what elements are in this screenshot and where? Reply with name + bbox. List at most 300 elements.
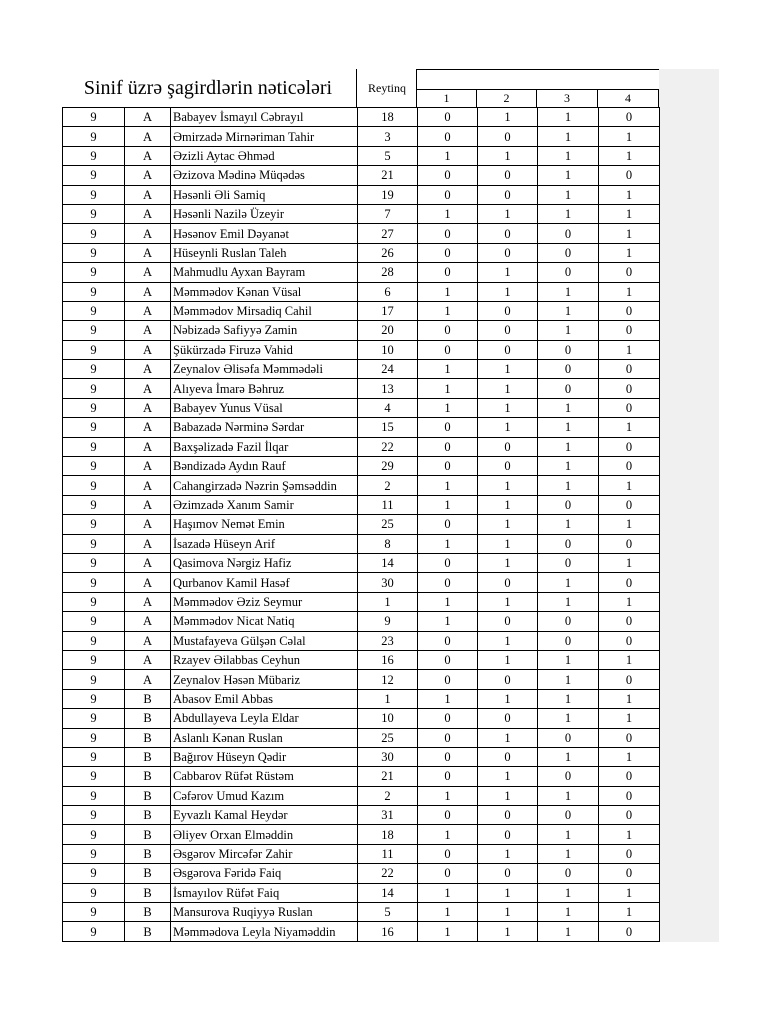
rating-cell: 1	[358, 592, 418, 611]
table-row	[63, 166, 660, 185]
question-3-score-cell: 1	[538, 301, 599, 320]
question-4-score-cell: 0	[599, 398, 660, 417]
rating-cell: 20	[358, 321, 418, 340]
grade-cell: 9	[63, 515, 125, 534]
student-name-cell: Cəfərov Umud Kazım	[171, 786, 358, 805]
rating-cell: 7	[358, 204, 418, 223]
grade-cell: 9	[63, 922, 125, 941]
student-name-cell: Aslanlı Kənan Ruslan	[171, 728, 358, 747]
question-1-score-cell: 0	[418, 457, 478, 476]
question-1-score-cell: 0	[418, 108, 478, 127]
grade-cell: 9	[63, 476, 125, 495]
grade-cell: 9	[63, 592, 125, 611]
student-name-cell: Mahmudlu Ayxan Bayram	[171, 263, 358, 282]
question-3-score-cell: 1	[538, 204, 599, 223]
question-header-4: 4	[597, 89, 659, 108]
section-cell: A	[125, 515, 171, 534]
question-1-score-cell: 0	[418, 670, 478, 689]
table-row	[63, 476, 660, 495]
question-1-score-cell: 0	[418, 573, 478, 592]
question-header-2: 2	[476, 89, 537, 108]
sheet-margin-area	[659, 69, 719, 942]
question-2-score-cell: 1	[478, 515, 538, 534]
rating-cell: 5	[358, 146, 418, 165]
section-cell: B	[125, 786, 171, 805]
question-3-score-cell: 0	[538, 767, 599, 786]
question-2-score-cell: 1	[478, 844, 538, 863]
student-name-cell: Qasimova Nərgiz Hafiz	[171, 553, 358, 572]
grade-cell: 9	[63, 786, 125, 805]
question-1-score-cell: 0	[418, 747, 478, 766]
question-3-score-cell: 1	[538, 127, 599, 146]
question-4-score-cell: 1	[599, 592, 660, 611]
question-4-score-cell: 0	[599, 786, 660, 805]
student-name-cell: Məmmədov Mirsadiq Cahil	[171, 301, 358, 320]
question-1-score-cell: 1	[418, 883, 478, 902]
question-4-score-cell: 0	[599, 457, 660, 476]
rating-cell: 1	[358, 689, 418, 708]
rating-cell: 28	[358, 263, 418, 282]
rating-cell: 3	[358, 127, 418, 146]
question-2-score-cell: 0	[478, 301, 538, 320]
grade-cell: 9	[63, 650, 125, 669]
question-1-score-cell: 1	[418, 360, 478, 379]
question-2-score-cell: 0	[478, 243, 538, 262]
question-3-score-cell: 1	[538, 592, 599, 611]
question-3-score-cell: 0	[538, 243, 599, 262]
rating-cell: 5	[358, 903, 418, 922]
rating-cell: 13	[358, 379, 418, 398]
grade-cell: 9	[63, 340, 125, 359]
student-name-cell: Cahangirzadə Nəzrin Şəmsəddin	[171, 476, 358, 495]
grade-cell: 9	[63, 631, 125, 650]
rating-cell: 2	[358, 476, 418, 495]
rating-cell: 17	[358, 301, 418, 320]
student-name-cell: Əzizli Aytac Əhməd	[171, 146, 358, 165]
student-name-cell: Abdullayeva Leyla Eldar	[171, 709, 358, 728]
question-1-score-cell: 0	[418, 553, 478, 572]
section-cell: B	[125, 864, 171, 883]
student-name-cell: Məmmədov Əziz Seymur	[171, 592, 358, 611]
section-cell: A	[125, 437, 171, 456]
question-4-score-cell: 0	[599, 360, 660, 379]
student-name-cell: Haşımov Nemət Emin	[171, 515, 358, 534]
question-3-score-cell: 0	[538, 864, 599, 883]
question-3-score-cell: 1	[538, 282, 599, 301]
student-name-cell: Babazadə Nərminə Sərdar	[171, 418, 358, 437]
section-cell: A	[125, 108, 171, 127]
section-cell: A	[125, 592, 171, 611]
grade-cell: 9	[63, 437, 125, 456]
question-1-score-cell: 0	[418, 340, 478, 359]
question-2-score-cell: 0	[478, 127, 538, 146]
grade-cell: 9	[63, 457, 125, 476]
grade-cell: 9	[63, 495, 125, 514]
question-4-score-cell: 1	[599, 282, 660, 301]
question-4-score-cell: 1	[599, 903, 660, 922]
table-row	[63, 709, 660, 728]
question-4-score-cell: 0	[599, 379, 660, 398]
question-3-score-cell: 0	[538, 534, 599, 553]
question-3-score-cell: 1	[538, 747, 599, 766]
question-4-score-cell: 0	[599, 166, 660, 185]
table-row	[63, 767, 660, 786]
question-4-score-cell: 1	[599, 243, 660, 262]
rating-cell: 25	[358, 728, 418, 747]
question-4-score-cell: 1	[599, 883, 660, 902]
table-row	[63, 437, 660, 456]
question-1-score-cell: 0	[418, 166, 478, 185]
question-1-score-cell: 0	[418, 844, 478, 863]
rating-cell: 2	[358, 786, 418, 805]
grade-cell: 9	[63, 185, 125, 204]
question-4-score-cell: 1	[599, 418, 660, 437]
section-cell: B	[125, 844, 171, 863]
rating-cell: 26	[358, 243, 418, 262]
student-name-cell: Həsənov Emil Dəyanət	[171, 224, 358, 243]
question-1-score-cell: 1	[418, 825, 478, 844]
grade-cell: 9	[63, 263, 125, 282]
grade-cell: 9	[63, 301, 125, 320]
section-cell: B	[125, 728, 171, 747]
question-4-score-cell: 0	[599, 922, 660, 941]
question-2-score-cell: 1	[478, 379, 538, 398]
rating-cell: 29	[358, 457, 418, 476]
student-name-cell: Əzimzadə Xanım Samir	[171, 495, 358, 514]
table-row	[63, 146, 660, 165]
table-row	[63, 612, 660, 631]
question-1-score-cell: 0	[418, 631, 478, 650]
question-1-score-cell: 0	[418, 806, 478, 825]
grade-cell: 9	[63, 321, 125, 340]
grade-cell: 9	[63, 282, 125, 301]
table-row	[63, 321, 660, 340]
rating-cell: 10	[358, 340, 418, 359]
rating-cell: 18	[358, 108, 418, 127]
question-2-score-cell: 1	[478, 689, 538, 708]
grade-cell: 9	[63, 573, 125, 592]
question-4-score-cell: 0	[599, 612, 660, 631]
section-cell: B	[125, 922, 171, 941]
question-3-score-cell: 1	[538, 515, 599, 534]
question-4-score-cell: 0	[599, 670, 660, 689]
question-3-score-cell: 1	[538, 476, 599, 495]
student-name-cell: İsmayılov Rüfət Faiq	[171, 883, 358, 902]
section-cell: A	[125, 573, 171, 592]
section-cell: A	[125, 127, 171, 146]
student-name-cell: Zeynalov Həsən Mübariz	[171, 670, 358, 689]
grade-cell: 9	[63, 864, 125, 883]
question-2-score-cell: 1	[478, 476, 538, 495]
question-3-score-cell: 0	[538, 631, 599, 650]
rating-column-header: Reytinq	[368, 81, 406, 95]
question-3-score-cell: 0	[538, 360, 599, 379]
grade-cell: 9	[63, 553, 125, 572]
table-row	[63, 922, 660, 941]
table-row	[63, 457, 660, 476]
table-row	[63, 728, 660, 747]
table-row	[63, 689, 660, 708]
table-row	[63, 786, 660, 805]
table-row	[63, 553, 660, 572]
section-cell: A	[125, 534, 171, 553]
question-3-score-cell: 1	[538, 689, 599, 708]
question-1-score-cell: 0	[418, 864, 478, 883]
grade-cell: 9	[63, 767, 125, 786]
student-name-cell: Əmirzadə Mirnəriman Tahir	[171, 127, 358, 146]
section-cell: A	[125, 495, 171, 514]
rating-cell: 25	[358, 515, 418, 534]
question-4-score-cell: 0	[599, 321, 660, 340]
rating-cell: 11	[358, 495, 418, 514]
rating-cell: 30	[358, 747, 418, 766]
question-3-score-cell: 0	[538, 612, 599, 631]
question-1-score-cell: 1	[418, 786, 478, 805]
section-cell: B	[125, 709, 171, 728]
question-1-score-cell: 0	[418, 224, 478, 243]
question-2-score-cell: 1	[478, 263, 538, 282]
section-cell: B	[125, 767, 171, 786]
section-cell: A	[125, 476, 171, 495]
student-name-cell: Bağırov Hüseyn Qədir	[171, 747, 358, 766]
rating-cell: 19	[358, 185, 418, 204]
grade-cell: 9	[63, 398, 125, 417]
table-row	[63, 806, 660, 825]
rating-cell: 11	[358, 844, 418, 863]
section-cell: A	[125, 204, 171, 223]
grade-cell: 9	[63, 747, 125, 766]
grade-cell: 9	[63, 146, 125, 165]
section-cell: A	[125, 360, 171, 379]
grade-cell: 9	[63, 883, 125, 902]
table-row	[63, 282, 660, 301]
section-cell: A	[125, 185, 171, 204]
question-1-score-cell: 1	[418, 476, 478, 495]
section-cell: A	[125, 301, 171, 320]
grade-cell: 9	[63, 166, 125, 185]
question-3-score-cell: 1	[538, 573, 599, 592]
student-name-cell: Baxşəlizadə Fazil İlqar	[171, 437, 358, 456]
question-4-score-cell: 0	[599, 767, 660, 786]
section-cell: A	[125, 243, 171, 262]
section-cell: A	[125, 612, 171, 631]
table-row	[63, 844, 660, 863]
section-cell: A	[125, 321, 171, 340]
rating-cell: 21	[358, 166, 418, 185]
question-4-score-cell: 0	[599, 844, 660, 863]
student-name-cell: Zeynalov Əlisəfa Məmmədəli	[171, 360, 358, 379]
table-row	[63, 670, 660, 689]
question-2-score-cell: 0	[478, 864, 538, 883]
question-4-score-cell: 1	[599, 224, 660, 243]
question-3-score-cell: 1	[538, 321, 599, 340]
table-row	[63, 224, 660, 243]
question-3-score-cell: 1	[538, 398, 599, 417]
table-row	[63, 340, 660, 359]
question-2-score-cell: 1	[478, 108, 538, 127]
table-row	[63, 864, 660, 883]
question-4-score-cell: 0	[599, 728, 660, 747]
rating-cell: 9	[358, 612, 418, 631]
table-row	[63, 418, 660, 437]
question-1-score-cell: 0	[418, 127, 478, 146]
question-2-score-cell: 0	[478, 185, 538, 204]
grade-cell: 9	[63, 204, 125, 223]
question-2-score-cell: 0	[478, 457, 538, 476]
question-2-score-cell: 1	[478, 398, 538, 417]
question-1-score-cell: 0	[418, 728, 478, 747]
rating-cell: 21	[358, 767, 418, 786]
question-1-score-cell: 0	[418, 650, 478, 669]
table-row	[63, 573, 660, 592]
grade-cell: 9	[63, 224, 125, 243]
question-4-score-cell: 0	[599, 534, 660, 553]
rating-cell: 6	[358, 282, 418, 301]
grade-cell: 9	[63, 534, 125, 553]
table-row	[63, 379, 660, 398]
grade-cell: 9	[63, 728, 125, 747]
question-4-score-cell: 1	[599, 146, 660, 165]
rating-cell: 22	[358, 437, 418, 456]
table-row	[63, 534, 660, 553]
question-2-score-cell: 0	[478, 709, 538, 728]
question-4-score-cell: 0	[599, 631, 660, 650]
student-name-cell: Bəndizadə Aydın Rauf	[171, 457, 358, 476]
question-3-score-cell: 1	[538, 883, 599, 902]
question-2-score-cell: 1	[478, 767, 538, 786]
table-row	[63, 903, 660, 922]
question-3-score-cell: 1	[538, 437, 599, 456]
rating-cell: 14	[358, 883, 418, 902]
grade-cell: 9	[63, 418, 125, 437]
question-3-score-cell: 1	[538, 922, 599, 941]
question-3-score-cell: 1	[538, 146, 599, 165]
question-1-score-cell: 1	[418, 534, 478, 553]
student-name-cell: Rzayev Əilabbas Ceyhun	[171, 650, 358, 669]
question-3-score-cell: 0	[538, 340, 599, 359]
section-cell: A	[125, 340, 171, 359]
student-name-cell: Mustafayeva Gülşən Cəlal	[171, 631, 358, 650]
rating-cell: 12	[358, 670, 418, 689]
question-1-score-cell: 1	[418, 398, 478, 417]
question-4-score-cell: 0	[599, 108, 660, 127]
student-name-cell: Həsənli Əli Samiq	[171, 185, 358, 204]
student-name-cell: Məmmədova Leyla Niyaməddin	[171, 922, 358, 941]
table-row	[63, 204, 660, 223]
question-3-score-cell: 1	[538, 457, 599, 476]
question-3-score-cell: 1	[538, 185, 599, 204]
question-4-score-cell: 1	[599, 476, 660, 495]
table-row	[63, 263, 660, 282]
question-3-score-cell: 0	[538, 224, 599, 243]
section-cell: A	[125, 224, 171, 243]
student-name-cell: Cabbarov Rüfət Rüstəm	[171, 767, 358, 786]
question-3-score-cell: 0	[538, 263, 599, 282]
question-3-score-cell: 1	[538, 709, 599, 728]
question-2-score-cell: 1	[478, 650, 538, 669]
table-row	[63, 243, 660, 262]
section-cell: B	[125, 903, 171, 922]
question-1-score-cell: 0	[418, 243, 478, 262]
question-2-score-cell: 1	[478, 922, 538, 941]
section-cell: A	[125, 146, 171, 165]
grade-cell: 9	[63, 127, 125, 146]
question-1-score-cell: 0	[418, 321, 478, 340]
question-1-score-cell: 0	[418, 709, 478, 728]
grade-cell: 9	[63, 612, 125, 631]
question-4-score-cell: 0	[599, 864, 660, 883]
question-2-score-cell: 0	[478, 573, 538, 592]
section-cell: A	[125, 650, 171, 669]
grade-cell: 9	[63, 689, 125, 708]
section-cell: A	[125, 379, 171, 398]
question-3-score-cell: 0	[538, 728, 599, 747]
question-4-score-cell: 1	[599, 689, 660, 708]
section-cell: A	[125, 631, 171, 650]
grade-cell: 9	[63, 825, 125, 844]
student-name-cell: Qurbanov Kamil Hasəf	[171, 573, 358, 592]
question-4-score-cell: 0	[599, 301, 660, 320]
question-1-score-cell: 1	[418, 282, 478, 301]
question-2-score-cell: 0	[478, 321, 538, 340]
question-2-score-cell: 0	[478, 437, 538, 456]
student-name-cell: Məmmədov Kənan Vüsal	[171, 282, 358, 301]
question-4-score-cell: 1	[599, 709, 660, 728]
rating-cell: 8	[358, 534, 418, 553]
question-1-score-cell: 0	[418, 437, 478, 456]
student-name-cell: Alıyeva İmarə Bəhruz	[171, 379, 358, 398]
rating-cell: 27	[358, 224, 418, 243]
rating-cell: 24	[358, 360, 418, 379]
question-3-score-cell: 1	[538, 903, 599, 922]
table-row	[63, 360, 660, 379]
table-row	[63, 185, 660, 204]
section-cell: A	[125, 398, 171, 417]
table-row	[63, 825, 660, 844]
section-cell: A	[125, 166, 171, 185]
question-2-score-cell: 1	[478, 903, 538, 922]
question-1-score-cell: 0	[418, 515, 478, 534]
question-1-score-cell: 0	[418, 263, 478, 282]
rating-cell: 16	[358, 650, 418, 669]
student-name-cell: Əsgərova Fəridə Faiq	[171, 864, 358, 883]
question-4-score-cell: 1	[599, 204, 660, 223]
question-1-score-cell: 1	[418, 301, 478, 320]
question-1-score-cell: 1	[418, 204, 478, 223]
question-2-score-cell: 1	[478, 418, 538, 437]
question-2-score-cell: 1	[478, 592, 538, 611]
table-row	[63, 108, 660, 127]
table-row	[63, 747, 660, 766]
question-1-score-cell: 1	[418, 495, 478, 514]
question-4-score-cell: 0	[599, 806, 660, 825]
question-3-score-cell: 1	[538, 650, 599, 669]
grade-cell: 9	[63, 709, 125, 728]
question-4-score-cell: 1	[599, 650, 660, 669]
student-name-cell: Hüseynli Ruslan Taleh	[171, 243, 358, 262]
section-cell: B	[125, 806, 171, 825]
question-3-score-cell: 1	[538, 825, 599, 844]
question-3-score-cell: 1	[538, 166, 599, 185]
question-2-score-cell: 1	[478, 728, 538, 747]
question-4-score-cell: 0	[599, 437, 660, 456]
rating-cell: 15	[358, 418, 418, 437]
rating-cell: 14	[358, 553, 418, 572]
section-cell: A	[125, 553, 171, 572]
question-1-score-cell: 1	[418, 612, 478, 631]
question-3-score-cell: 0	[538, 495, 599, 514]
rating-cell: 18	[358, 825, 418, 844]
